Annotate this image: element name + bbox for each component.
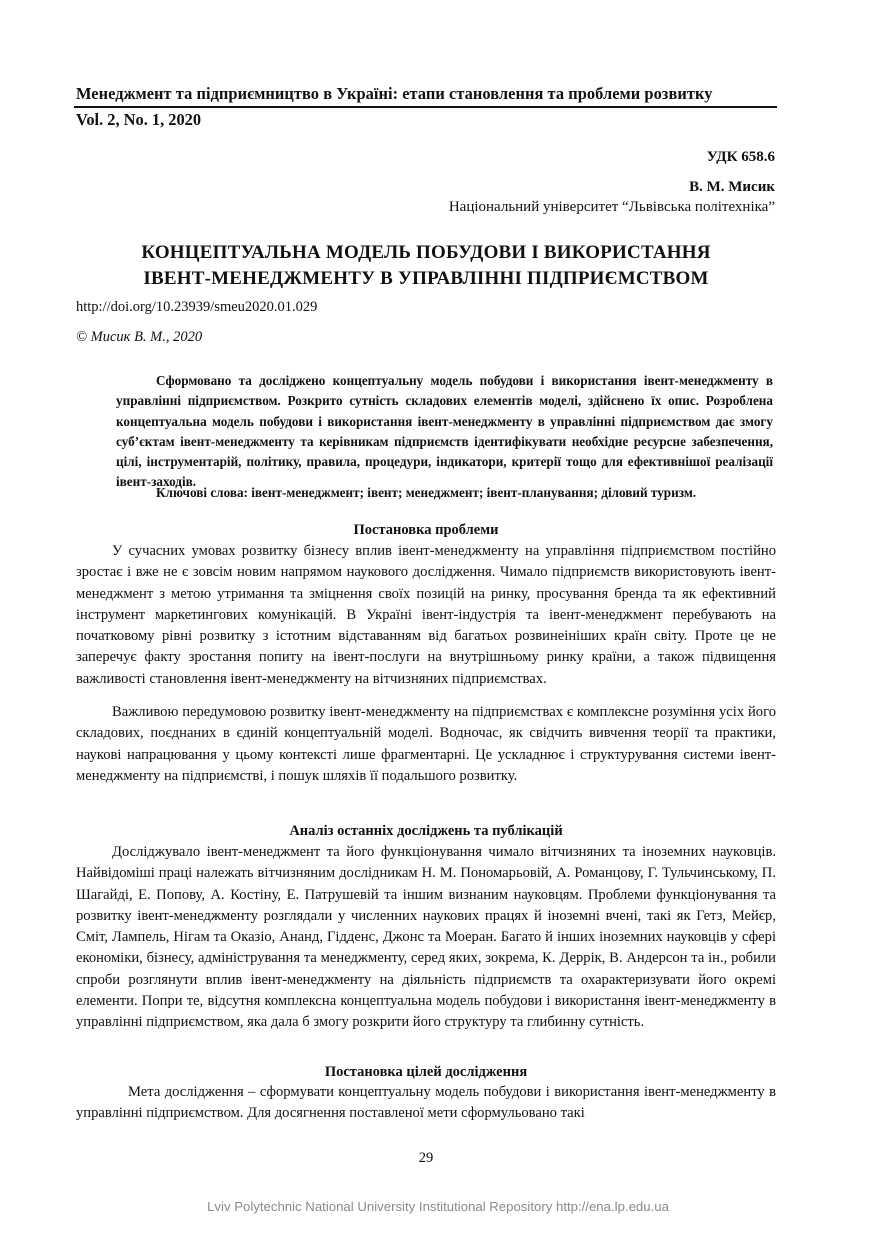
doi-link[interactable]: http://doi.org/10.23939/smeu2020.01.029	[76, 299, 318, 315]
journal-title: Менеджмент та підприємництво в Україні: етапи становлення та проблеми розвитку	[76, 84, 713, 103]
article-title	[76, 240, 776, 292]
volume-info: Vol. 2, No. 1, 2020	[76, 110, 202, 129]
section-heading-goals: Постановка цілей дослідження	[324, 1064, 528, 1080]
udk-code: УДК 658.6	[706, 149, 775, 165]
article-title-line1: КОНЦЕПТУАЛЬНА МОДЕЛЬ ПОБУДОВИ І ВИКОРИСТАННЯ	[141, 242, 711, 263]
paragraph-problem-2: Важливою передумовою розвитку івент-менеджменту на підприємствах є комплексне розуміння усіх його складових, поєднаних в єдиній концептуальній моделі. Водночас, як свідчить вивчення теорії та практики, наукові напрацювання у цьому контексті лише фрагментарні. Це ускладнює і структурування системи івент-менеджменту на підприємстві, і пошук шляхів її подальшого розвитку.	[76, 704, 776, 784]
author-name: В. М. Мисик	[689, 179, 775, 195]
page-number: 29	[418, 1150, 434, 1166]
keywords: Ключові слова: івент-менеджмент; івент; менеджмент; івент-планування; діловий туризм.	[156, 485, 697, 500]
author-affiliation: Національний університет “Львівська політехніка”	[448, 199, 775, 215]
header-rule	[74, 106, 777, 108]
section-heading-problem: Постановка проблеми	[353, 522, 499, 538]
paragraph-problem-1: У сучасних умовах розвитку бізнесу вплив івент-менеджменту на управління підприємством постійно зростає і вже не є зовсім новим напрямом наукового дослідження. Чимало підприємств використовують івент-менеджмент з метою утримання та зміцнення своїх позицій на ринку, просування бренда та як ефективний інструмент маркетингових комунікацій. В Україні івент-індустрія та івент-менеджмент перебувають на початковому рівні розвитку з істотним відставанням від багатьох розвинеініших країн світу. Проте це не заперечує факту зростання попиту на івент-послуги на внутрішньому ринку країни, а також підвищення важливості становлення івент-менеджменту на вітчизняних підприємствах.	[76, 543, 776, 687]
copyright: © Мисик В. М., 2020	[76, 329, 203, 345]
repository-footer: Lviv Polytechnic National University Institutional Repository http://ena.lp.edu.ua	[207, 1199, 669, 1214]
paragraph-analysis-1: Досліджувало івент-менеджмент та його функціонування чимало вітчизняних та іноземних науковців. Найвідоміші праці належать вітчизняним дослідникам Н. М. Пономарьовій, А. Романцову, Г. Тульчинському, П. Шагайді, Е. Попову, А. Костіну, Е. Патрушевій та іншим визнаним науковцям. Проблеми функціонування та розвитку івент-менеджменту розглядали у численних наукових працях й іноземні вчені, такі як Гетз, Мейєр, Сміт, Лампель, Нігам та Оказіо, Ананд, Гідденс, Джонс та Моеран. Багато й інших іноземних науковців у сфері економіки, бізнесу, адміністрування та менеджменту, серед яких, зокрема, К. Деррік, В. Андерсон та ін., робили спроби розглянути вплив івент-менеджменту на діяльність підприємств та охарактеризувати його окремі елементи. Попри те, відсутня комплексна концептуальна модель побудови і використання івент-менеджменту в управлінні підприємством, яка дала б змогу розкрити його структуру та глибинну сутність.	[76, 844, 776, 1031]
section-heading-analysis: Аналіз останніх досліджень та публікацій	[289, 823, 563, 839]
article-title-line2: ІВЕНТ-МЕНЕДЖМЕНТУ В УПРАВЛІННІ ПІДПРИЄМСТВОМ	[143, 268, 709, 289]
paragraph-goals-1: Мета дослідження – сформувати концептуальну модель побудови і використання івент-менеджменту в управлінні підприємством. Для досягнення поставленої мети сформульовано такі	[76, 1084, 776, 1122]
abstract: Сформовано та досліджено концептуальну модель побудови і використання івент-менеджменту в управлінні підприємством. Розкрито сутність складових елементів моделі, здійснено їх опис. Розроблена концептуальна модель побудови і використання івент-менеджменту в управлінні підприємством дає змогу суб’єктам івент-менеджменту та керівникам підприємств ідентифікувати необхідне ресурсне забезпечення, цілі, інструментарій, політику, правила, процедури, індикатори, критерії тощо для ефективнішої реалізації івент-заходів.	[116, 373, 773, 490]
